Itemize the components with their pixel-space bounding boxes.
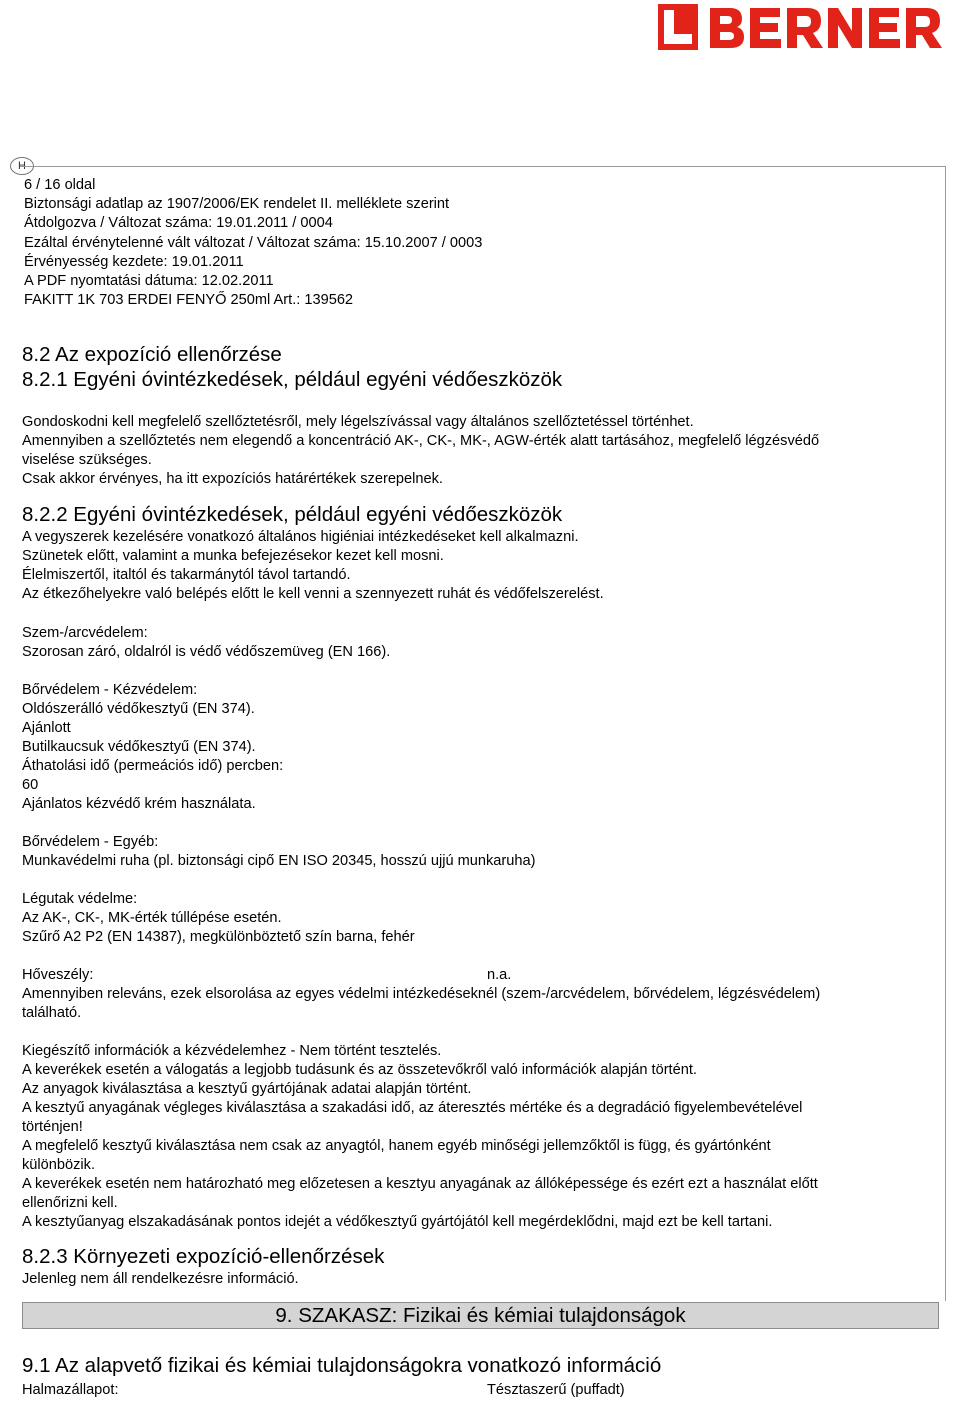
hand-protection-line: Ajánlott [22,720,71,736]
thermal-hazard-value: n.a. [487,967,512,983]
hand-protection-label: Bőrvédelem - Kézvédelem: [22,682,198,698]
section-8-2-title: 8.2 Az expozíció ellenőrzése [22,343,282,366]
berner-logo [658,4,958,50]
glove-info-line: A keverékek esetén a válogatás a legjobb tudásunk és az összetevőkről való információk alapján történt. [22,1062,697,1078]
hand-protection-line: Áthatolási idő (permeációs idő) percben: [22,758,284,774]
section-9-header-bar [22,1302,939,1329]
physical-state-value: Tésztaszerű (puffadt) [487,1382,625,1398]
paragraph-line: Csak akkor érvényes, ha itt expozíciós határértékek szerepelnek. [22,471,443,487]
section-8-2-3-title: 8.2.3 Környezeti expozíció-ellenőrzések [22,1245,385,1268]
glove-info-line: különbözik. [22,1157,96,1173]
paragraph-line: Gondoskodni kell megfelelő szellőztetésről, mely légelszívással vagy általános szellőztetéssel történhet. [22,414,694,430]
section-9-1-title: 9.1 Az alapvető fizikai és kémiai tulajdonságokra vonatkozó információ [22,1354,662,1377]
page-number: 6 / 16 oldal [24,177,96,193]
section-8-2-2-title: 8.2.2 Egyéni óvintézkedések, például egyéni védőeszközök [22,503,563,526]
paragraph-line: viselése szükséges. [22,452,152,468]
hand-protection-line: 60 [22,777,39,793]
paragraph-line: Az étkezőhelyekre való belépés előtt le kell venni a szennyezett ruhát és védőfelszerelést. [22,586,604,602]
regulation-line: Biztonsági adatlap az 1907/2006/EK rendelet II. melléklete szerint [24,196,450,213]
hand-protection-line: Ajánlatos kézvédő krém használata. [22,796,256,812]
revision-line: Átdolgozva / Változat száma: 19.01.2011 / 0004 [24,215,333,232]
respiratory-protection-label: Légutak védelme: [22,891,138,907]
paragraph-line: Amennyiben a szellőztetés nem elegendő a koncentráció AK-, CK-, MK-, AGW-érték alatt tartásához, megfelelő légzésvédő [22,433,820,449]
eye-protection-label: Szem-/arcvédelem: [22,625,148,641]
berner-logo-mark [658,4,698,50]
hand-protection-line: Butilkaucsuk védőkesztyű (EN 374). [22,739,256,755]
thermal-hazard-line: található. [22,1005,82,1021]
respiratory-protection-line: Szűrő A2 P2 (EN 14387), megkülönböztető szín barna, fehér [22,929,415,945]
thermal-hazard-label: Hőveszély: [22,967,94,983]
superseded-line: Ezáltal érvénytelenné vált változat / Változat száma: 15.10.2007 / 0003 [24,234,483,251]
document-header [24,176,482,310]
glove-info-line: Kiegészítő információk a kézvédelemhez - Nem történt tesztelés. [22,1043,442,1059]
frame-right-border [945,166,946,1301]
respiratory-protection-line: Az AK-, CK-, MK-érték túllépése esetén. [22,910,282,926]
hand-protection-line: Oldószerálló védőkesztyű (EN 374). [22,701,255,717]
glove-info-line: ellenőrizni kell. [22,1195,118,1211]
skin-protection-other-text: Munkavédelmi ruha (pl. biztonsági cipő EN ISO 20345, hosszú ujjú munkaruha) [22,853,536,869]
glove-info-line: A kesztyűanyag elszakadásának pontos idejét a védőkesztyű gyártójától kell megérdeklődni, majd ezt be kell tartani. [22,1214,773,1230]
berner-logo-wordmark [710,8,942,48]
glove-info-line: A keverékek esetén nem határozható meg előzetesen a kesztyu anyagának az állóképessége és ezért ezt a használat előtt [22,1176,818,1192]
valid-from-line: Érvényesség kezdete: 19.01.2011 [24,253,244,270]
print-date-line: A PDF nyomtatási dátuma: 12.02.2011 [24,273,274,290]
physical-state-label: Halmazállapot: [22,1382,119,1398]
glove-info-line: A kesztyű anyagának végleges kiválasztása a szakadási idő, az áteresztés mértéke és a degradáció figyelembevételével [22,1100,803,1116]
skin-protection-other-label: Bőrvédelem - Egyéb: [22,834,159,850]
thermal-hazard-line: Amennyiben releváns, ezek elsorolása az egyes védelmi intézkedéseknél (szem-/arcvédelem, bőrvédelem, légzésvédelem) [22,986,821,1002]
paragraph-line: Szünetek előtt, valamint a munka befejezésekor kezet kell mosni. [22,548,444,564]
product-line: FAKITT 1K 703 ERDEI FENYŐ 250ml Art.: 139562 [24,292,354,309]
section-9-title: 9. SZAKASZ: Fizikai és kémiai tulajdonságok [275,1304,686,1327]
glove-info-line: történjen! [22,1119,83,1135]
paragraph-line: A vegyszerek kezelésére vonatkozó általános higiéniai intézkedéseket kell alkalmazni. [22,529,579,545]
frame-top-border [20,166,946,167]
section-8-2-1-title: 8.2.1 Egyéni óvintézkedések, például egyéni védőeszközök [22,368,563,391]
glove-info-line: A megfelelő kesztyű kiválasztása nem csak az anyagtól, hanem egyéb minőségi jellemzőktől is függ, és gyártónként [22,1138,771,1154]
glove-info-line: Az anyagok kiválasztása a kesztyű gyártójának adatai alapján történt. [22,1081,472,1097]
environmental-exposure-text: Jelenleg nem áll rendelkezésre információ. [22,1271,299,1287]
eye-protection-text: Szorosan záró, oldalról is védő védőszemüveg (EN 166). [22,644,391,660]
paragraph-line: Élelmiszertől, italtól és takarmánytól távol tartandó. [22,567,351,583]
